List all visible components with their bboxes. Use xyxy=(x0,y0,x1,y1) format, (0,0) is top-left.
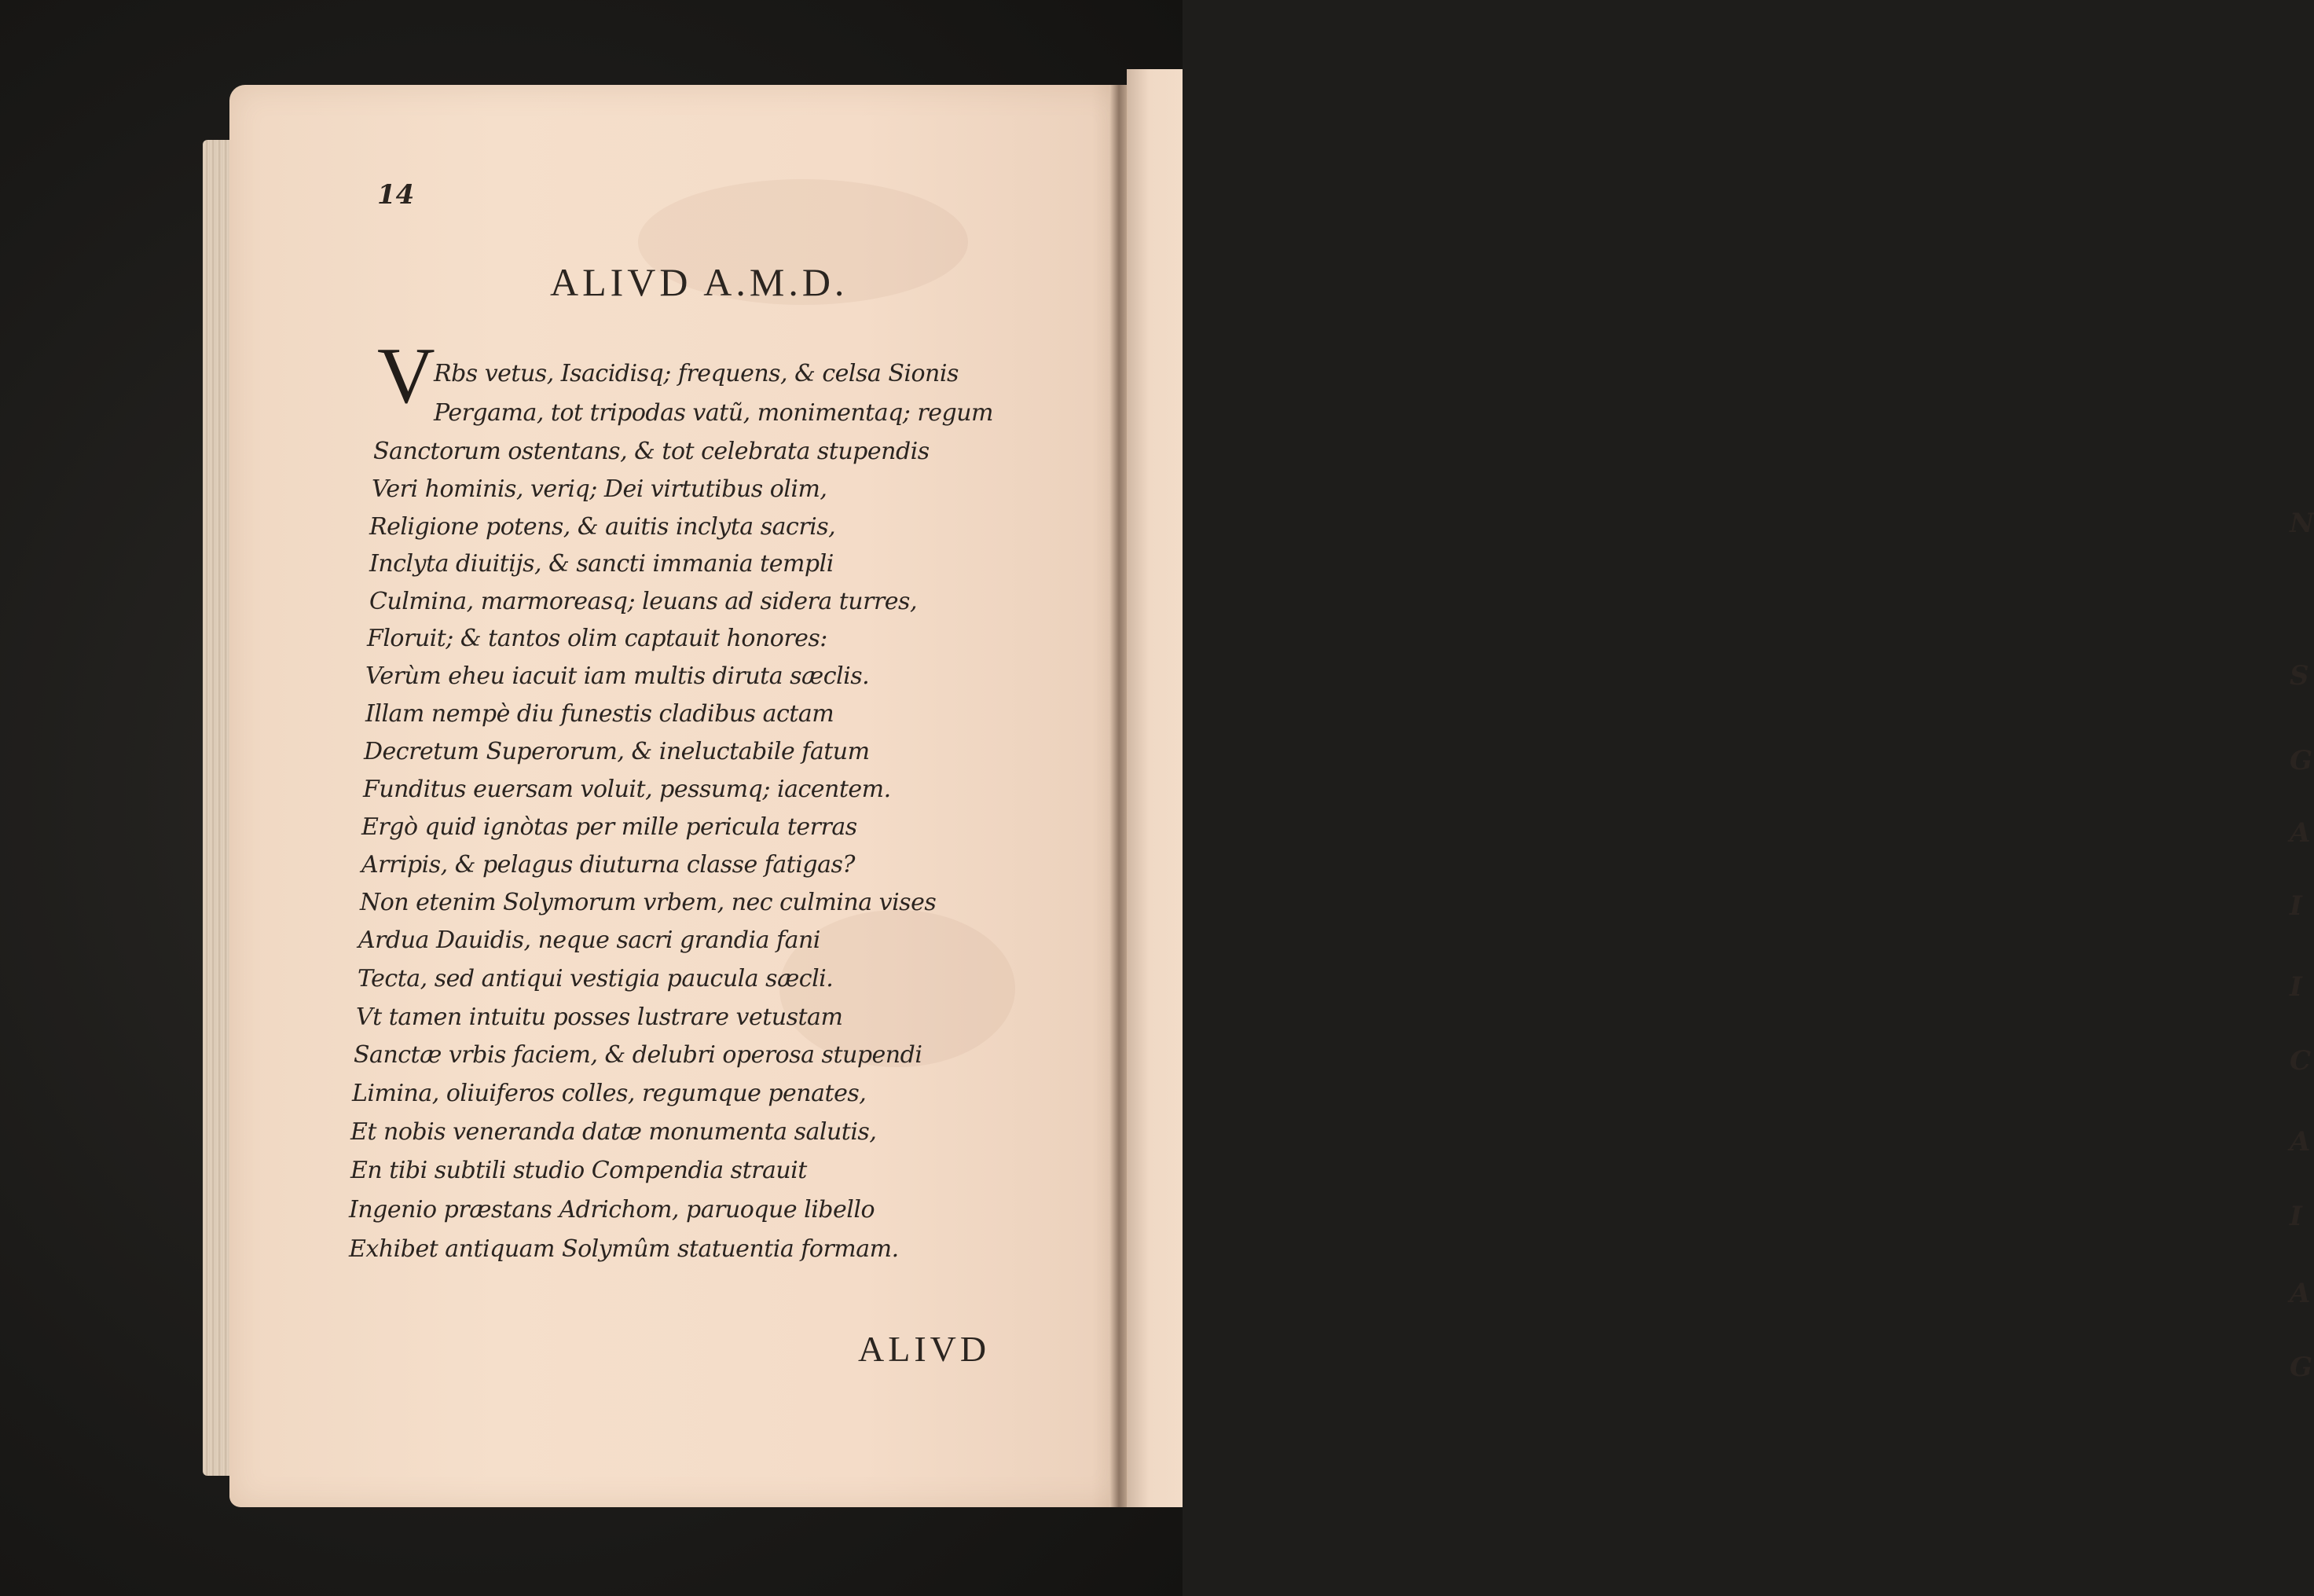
poem-line: Verùm eheu iacuit iam multis diruta sæclis. xyxy=(365,662,870,690)
poem-line: Decretum Superorum, & ineluctabile fatum xyxy=(364,738,870,765)
poem-line: Vt tamen intuitu posses lustrare vetustam xyxy=(356,1003,843,1031)
facing-letter: I xyxy=(2290,1201,2302,1232)
poem-line: Illam nempè diu funestis cladibus actam xyxy=(365,700,834,728)
poem-line: Floruit; & tantos olim captauit honores: xyxy=(367,625,827,652)
poem-line: Arripis, & pelagus diuturna classe fatigas? xyxy=(361,851,855,879)
facing-letter: I xyxy=(2290,971,2302,1003)
poem-line: Tecta, sed antiqui vestigia paucula sæcli. xyxy=(358,965,834,992)
poem-line: Limina, oliuiferos colles, regumque penates, xyxy=(352,1080,867,1107)
facing-page-letters xyxy=(2290,69,2314,1507)
poem-line: Exhibet antiquam Solymûm statuentia formam. xyxy=(349,1235,899,1263)
poem-line: Inclyta diuitijs, & sancti immania templi xyxy=(369,550,834,578)
poem-line: Rbs vetus, Isacidisq; frequens, & celsa Sionis xyxy=(434,360,959,387)
facing-letter: A xyxy=(2290,817,2311,849)
poem-line: Non etenim Solymorum vrbem, nec culmina vises xyxy=(360,889,937,916)
poem-line: Ingenio præstans Adrichom, paruoque libello xyxy=(349,1196,875,1224)
facing-letter: A xyxy=(2290,1126,2311,1158)
poem-line: Et nobis veneranda datæ monumenta salutis, xyxy=(350,1118,877,1146)
facing-letter: G xyxy=(2290,1352,2313,1383)
poem-line: Culmina, marmoreasq; leuans ad sidera turres, xyxy=(369,588,917,615)
facing-letter: I xyxy=(2290,890,2302,922)
poem-line: Veri hominis, veriq; Dei virtutibus olim, xyxy=(372,475,827,503)
poem-line: Sanctorum ostentans, & tot celebrata stupendis xyxy=(373,438,930,465)
poem-line: Funditus euersam voluit, pessumq; iacentem. xyxy=(363,776,891,803)
poem-line: Sanctæ vrbis faciem, & delubri operosa stupendi xyxy=(354,1041,922,1069)
drop-cap: V xyxy=(377,332,435,420)
catchword: ALIVD xyxy=(858,1329,991,1369)
poem-line: Pergama, tot tripodas vatũ, monimentaq; regum xyxy=(434,399,994,427)
poem-line: Religione potens, & auitis inclyta sacris, xyxy=(369,513,836,541)
page-number: 14 xyxy=(377,179,415,211)
facing-letter: A xyxy=(2290,1278,2311,1309)
page-heading: ALIVD A.M.D. xyxy=(550,260,849,304)
poem-line: Ardua Dauidis, neque sacri grandia fani xyxy=(358,926,820,954)
facing-letter: S xyxy=(2290,660,2309,692)
poem-line: En tibi subtili studio Compendia strauit xyxy=(350,1157,807,1184)
poem-line: Ergò quid ignòtas per mille pericula terras xyxy=(361,813,857,841)
facing-letter: C xyxy=(2290,1045,2312,1077)
facing-letter: G xyxy=(2290,745,2313,776)
facing-letter: N xyxy=(2290,508,2314,539)
